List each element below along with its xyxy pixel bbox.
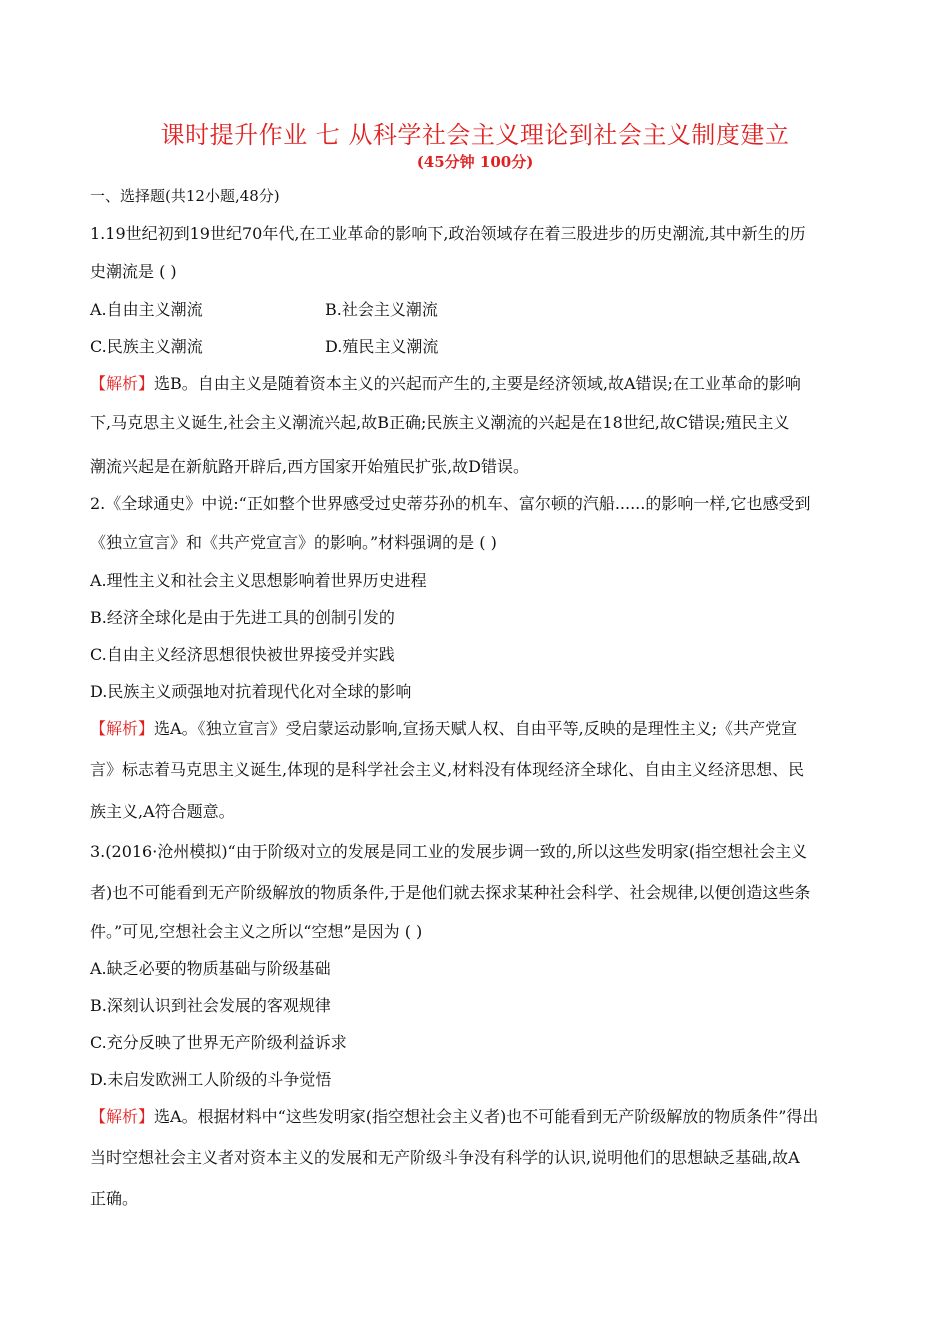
q2-analysis-line-2: 言》标志着马克思主义诞生,体现的是科学社会主义,材料没有体现经济全球化、自由主义经济思想、民 bbox=[90, 760, 805, 779]
q3-stem-line-2: 者)也不可能看到无产阶级解放的物质条件,于是他们就去探求某种社会科学、社会规律,以便创造这些条 bbox=[90, 883, 811, 902]
q1-analysis-line-2: 下,马克思主义诞生,社会主义潮流兴起,故B正确;民族主义潮流的兴起是在18世纪,故C错误;殖民主义 bbox=[90, 413, 790, 432]
q2-option-d: D.民族主义顽强地对抗着现代化对全球的影响 bbox=[90, 682, 412, 701]
analysis-tag: 【解析】 bbox=[90, 719, 155, 738]
q2-analysis-line-3: 族主义,A符合题意。 bbox=[90, 802, 235, 821]
q2-option-a: A.理性主义和社会主义思想影响着世界历史进程 bbox=[90, 571, 427, 590]
q1-analysis-line-1: 【解析】选B。自由主义是随着资本主义的兴起而产生的,主要是经济领域,故A错误;在工业革命的影响 bbox=[90, 374, 801, 393]
q1-option-a: A.自由主义潮流 bbox=[90, 300, 203, 319]
q3-analysis-line-2: 当时空想社会主义者对资本主义的发展和无产阶级斗争没有科学的认识,说明他们的思想缺乏基础,故A bbox=[90, 1148, 800, 1167]
q1-option-b: B.社会主义潮流 bbox=[325, 300, 438, 319]
q1-stem-line-1: 1.19世纪初到19世纪70年代,在工业革命的影响下,政治领域存在着三股进步的历史潮流,其中新生的历 bbox=[90, 224, 806, 243]
q3-stem-line-3: 件。”可见,空想社会主义之所以“空想”是因为 ( ) bbox=[90, 922, 423, 941]
q3-option-b: B.深刻认识到社会发展的客观规律 bbox=[90, 996, 331, 1015]
q1-option-d: D.殖民主义潮流 bbox=[325, 337, 439, 356]
q1-stem-line-2: 史潮流是 ( ) bbox=[90, 262, 177, 281]
q2-stem-line-1: 2.《全球通史》中说:“正如整个世界感受过史蒂芬孙的机车、富尔顿的汽船......的影响一样,它也感受到 bbox=[90, 494, 811, 513]
q3-analysis-line-1: 【解析】选A。根据材料中“这些发明家(指空想社会主义者)也不可能看到无产阶级解放的物质条件”得出 bbox=[90, 1107, 819, 1126]
q3-option-a: A.缺乏必要的物质基础与阶级基础 bbox=[90, 959, 331, 978]
q2-analysis-line-1: 【解析】选A。《独立宣言》受启蒙运动影响,宣扬天赋人权、自由平等,反映的是理性主义;《共产党宣 bbox=[90, 719, 798, 738]
section-heading: 一、选择题(共12小题,48分) bbox=[90, 187, 280, 205]
page-subtitle: (45分钟 100分) bbox=[416, 153, 534, 171]
page-title: 课时提升作业 七 从科学社会主义理论到社会主义制度建立 bbox=[160, 121, 790, 149]
q2-option-c: C.自由主义经济思想很快被世界接受并实践 bbox=[90, 645, 395, 664]
analysis-tag: 【解析】 bbox=[90, 1107, 155, 1126]
q2-stem-line-2: 《独立宣言》和《共产党宣言》的影响。”材料强调的是 ( ) bbox=[90, 533, 497, 552]
q3-analysis-line-3: 正确。 bbox=[90, 1189, 139, 1208]
q3-stem-line-1: 3.(2016·沧州模拟)“由于阶级对立的发展是同工业的发展步调一致的,所以这些发明家(指空想社会主义 bbox=[90, 842, 808, 861]
analysis-tag: 【解析】 bbox=[90, 374, 155, 393]
q2-option-b: B.经济全球化是由于先进工具的创制引发的 bbox=[90, 608, 395, 627]
q3-option-c: C.充分反映了世界无产阶级利益诉求 bbox=[90, 1033, 347, 1052]
q1-analysis-line-3: 潮流兴起是在新航路开辟后,西方国家开始殖民扩张,故D错误。 bbox=[90, 457, 530, 476]
q3-option-d: D.未启发欧洲工人阶级的斗争觉悟 bbox=[90, 1070, 332, 1089]
q1-option-c: C.民族主义潮流 bbox=[90, 337, 203, 356]
